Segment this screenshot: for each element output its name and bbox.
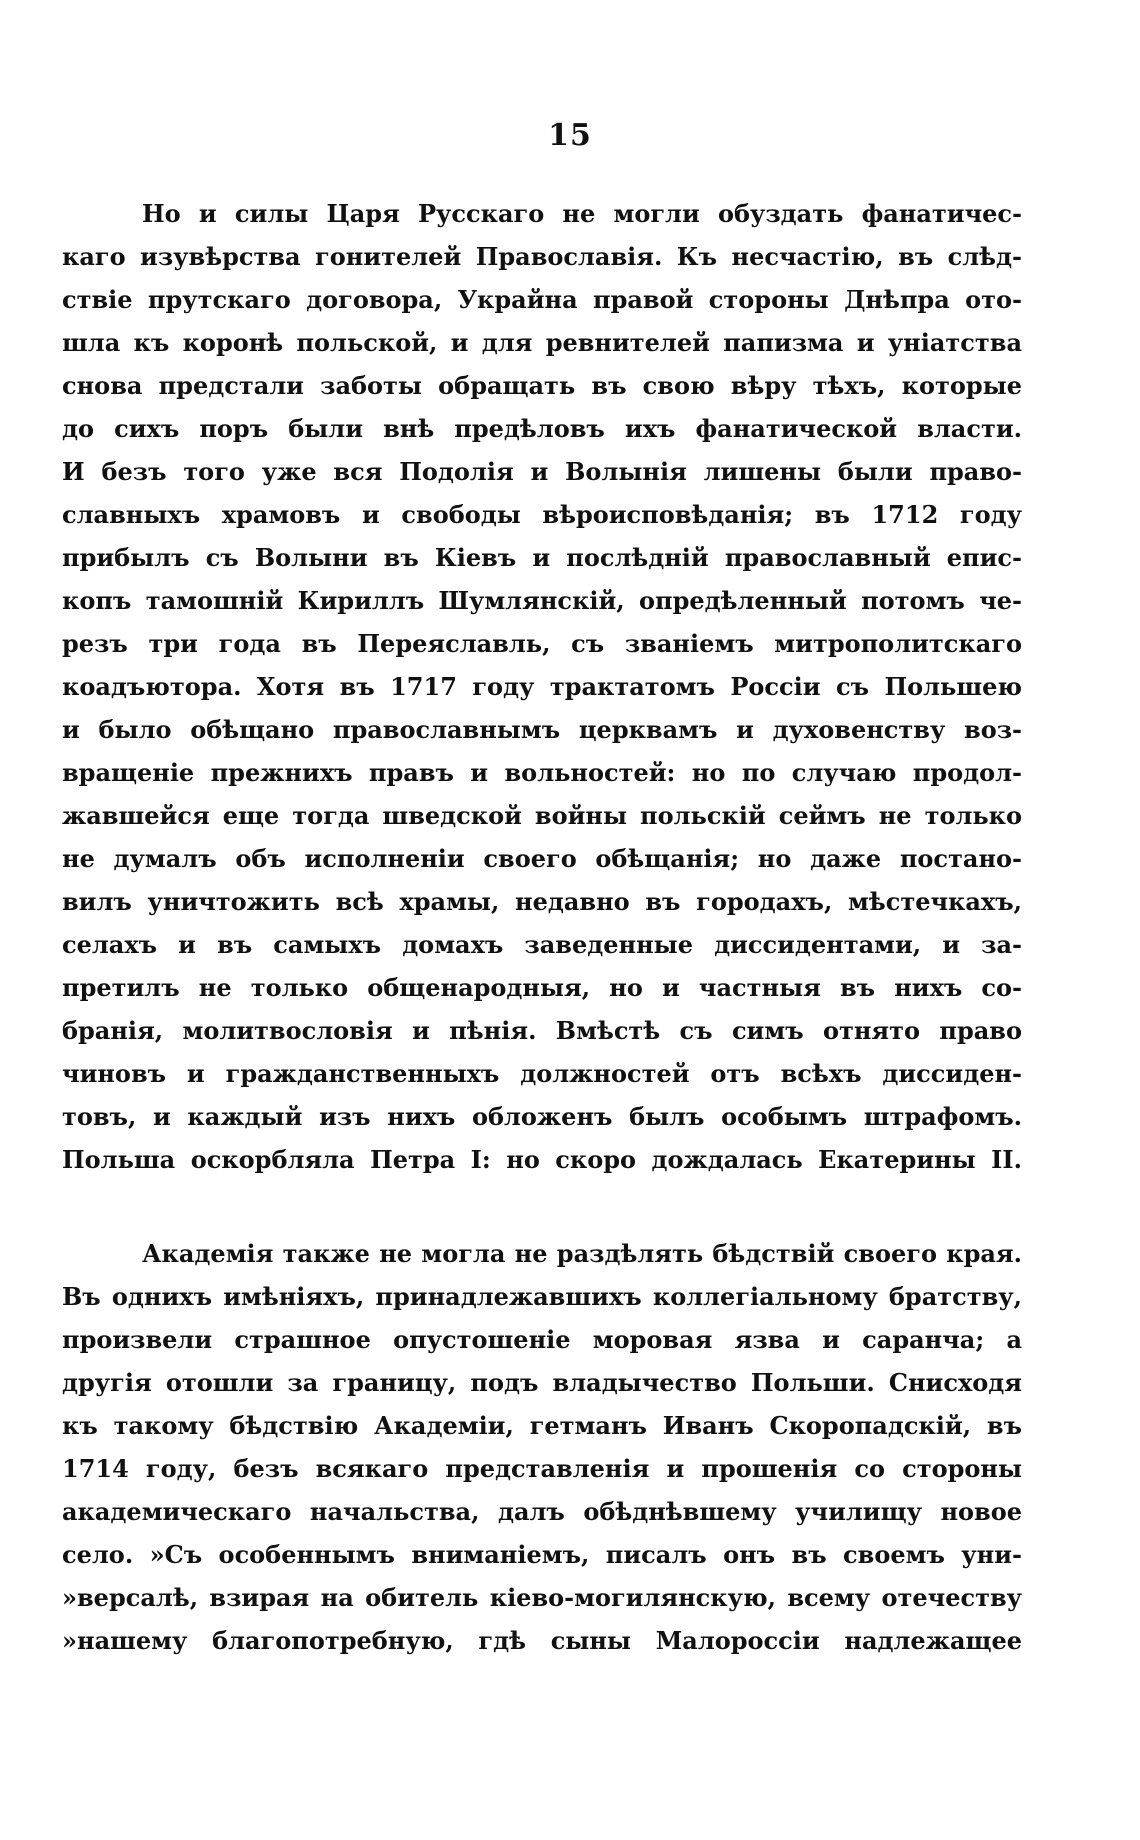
- text-line: шла къ коронѣ польской, и для ревнителей папизма и уніатства: [62, 328, 1022, 357]
- page-number: 15: [548, 118, 592, 153]
- text-line: И безъ того уже вся Подолія и Волынія лишены были право-: [62, 457, 1022, 486]
- text-line: село. »Съ особеннымъ вниманіемъ, писалъ онъ въ своемъ уни-: [62, 1540, 1022, 1569]
- text-line: коадъютора. Хотя въ 1717 году трактатомъ Россіи съ Польшею: [62, 672, 1022, 701]
- text-line: не думалъ объ исполненіи своего обѣщанія; но даже постано-: [62, 844, 1022, 873]
- text-line: другія отошли за границу, подъ владычество Польши. Снисходя: [62, 1368, 1022, 1397]
- text-line: вилъ уничтожить всѣ храмы, недавно въ городахъ, мѣстечкахъ,: [62, 887, 1022, 916]
- text-line: произвели страшное опустошеніе моровая язва и саранча; а: [62, 1325, 1022, 1354]
- text-line: прибылъ съ Волыни въ Кіевъ и послѣдній православный епис-: [62, 543, 1022, 572]
- text-line: Но и силы Царя Русскаго не могли обуздать фанатичес-: [142, 199, 1022, 228]
- text-line: къ такому бѣдствію Академіи, гетманъ Иванъ Скоропадскій, въ: [62, 1411, 1022, 1440]
- text-line: и было обѣщано православнымъ церквамъ и духовенству воз-: [62, 715, 1022, 744]
- text-line: Въ однихъ имѣніяхъ, принадлежавшихъ коллегіальному братству,: [62, 1282, 1022, 1311]
- text-line: Польша оскорбляла Петра I: но скоро дождалась Екатерины II.: [62, 1145, 1022, 1174]
- paragraph-1: [62, 192, 1022, 1181]
- text-line: копъ тамошній Кириллъ Шумлянскій, опредѣленный потомъ че-: [62, 586, 1022, 615]
- text-line: до сихъ поръ были внѣ предѣловъ ихъ фанатической власти.: [62, 414, 1022, 443]
- text-line: »версалѣ, взирая на обитель кіево-могилянскую, всему отечеству: [62, 1583, 1022, 1612]
- text-line: селахъ и въ самыхъ домахъ заведенные диссидентами, и за-: [62, 930, 1022, 959]
- text-line: претилъ не только общенародныя, но и частныя въ нихъ со-: [62, 973, 1022, 1002]
- text-line: академическаго начальства, далъ обѣднѣвшему училищу новое: [62, 1497, 1022, 1526]
- text-line: вращеніе прежнихъ правъ и вольностей: но по случаю продол-: [62, 758, 1022, 787]
- text-line: чиновъ и гражданственныхъ должностей отъ всѣхъ диссиден-: [62, 1059, 1022, 1088]
- text-line: 1714 году, безъ всякаго представленія и прошенія со стороны: [62, 1454, 1022, 1483]
- text-line: »нашему благопотребную, гдѣ сыны Малороссіи надлежащее: [62, 1626, 1022, 1655]
- text-line: бранія, молитвословія и пѣнія. Вмѣстѣ съ симъ отнято право: [62, 1016, 1022, 1045]
- text-line: снова предстали заботы обращать въ свою вѣру тѣхъ, которые: [62, 371, 1022, 400]
- text-line: ствіе прутскаго договора, Украйна правой стороны Днѣпра ото-: [62, 285, 1022, 314]
- text-line: каго изувѣрства гонителей Православія. Къ несчастію, въ слѣд-: [62, 242, 1022, 271]
- paragraph-2: [62, 1232, 1022, 1662]
- text-line: славныхъ храмовъ и свободы вѣроисповѣданія; въ 1712 году: [62, 500, 1022, 529]
- text-line: жавшейся еще тогда шведской войны польскій сеймъ не только: [62, 801, 1022, 830]
- text-line: товъ, и каждый изъ нихъ обложенъ былъ особымъ штрафомъ.: [62, 1102, 1022, 1131]
- text-line: резъ три года въ Переяславль, съ званіемъ митрополитскаго: [62, 629, 1022, 658]
- text-line: Академія также не могла не раздѣлять бѣдствій своего края.: [142, 1239, 1022, 1268]
